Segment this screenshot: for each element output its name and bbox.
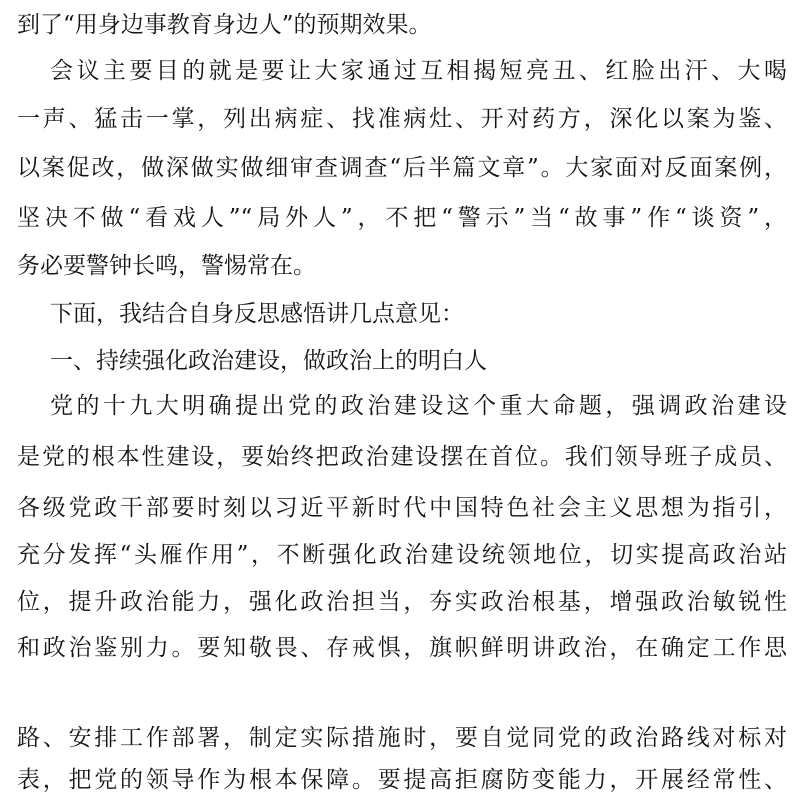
paragraph-line: 以案促改，做深做实做细审查调查“后半篇文章”。大家面对反面案例， bbox=[17, 155, 787, 181]
paragraph-line: 路、安排工作部署，制定实际措施时，要自觉同党的政治路线对标对 bbox=[17, 725, 787, 751]
paragraph-line: 充分发挥“头雁作用”，不断强化政治建设统领地位，切实提高政治站 bbox=[17, 542, 787, 568]
paragraph-line: 表，把党的领导作为根本保障。要提高拒腐防变能力，开展经常性、 bbox=[17, 767, 787, 793]
paragraph-line: 会议主要目的就是要让大家通过互相揭短亮丑、红脸出汗、大喝 bbox=[50, 58, 787, 84]
paragraph-line: 位，提升政治能力，强化政治担当，夯实政治根基，增强政治敏锐性 bbox=[17, 589, 787, 615]
paragraph-line: 和政治鉴别力。要知敬畏、存戒惧，旗帜鲜明讲政治，在确定工作思 bbox=[17, 635, 787, 661]
paragraph-line: 下面，我结合自身反思感悟讲几点意见： bbox=[50, 301, 464, 327]
paragraph-line: 坚决不做“看戏人”“局外人”，不把“警示”当“故事”作“谈资”， bbox=[17, 205, 787, 231]
paragraph-line: 务必要警钟长鸣，警惕常在。 bbox=[17, 253, 316, 279]
paragraph-line: 是党的根本性建设，要始终把政治建设摆在首位。我们领导班子成员、 bbox=[17, 444, 787, 470]
paragraph-line: 党的十九大明确提出党的政治建设这个重大命题，强调政治建设 bbox=[50, 393, 787, 419]
paragraph-line: 到了“用身边事教育身边人”的预期效果。 bbox=[17, 12, 432, 38]
paragraph-line: 各级党政干部要时刻以习近平新时代中国特色社会主义思想为指引， bbox=[17, 495, 787, 521]
paragraph-line: 一声、猛击一掌，列出病症、找准病灶、开对药方，深化以案为鉴、 bbox=[17, 106, 787, 132]
section-heading: 一、持续强化政治建设，做政治上的明白人 bbox=[50, 348, 487, 374]
